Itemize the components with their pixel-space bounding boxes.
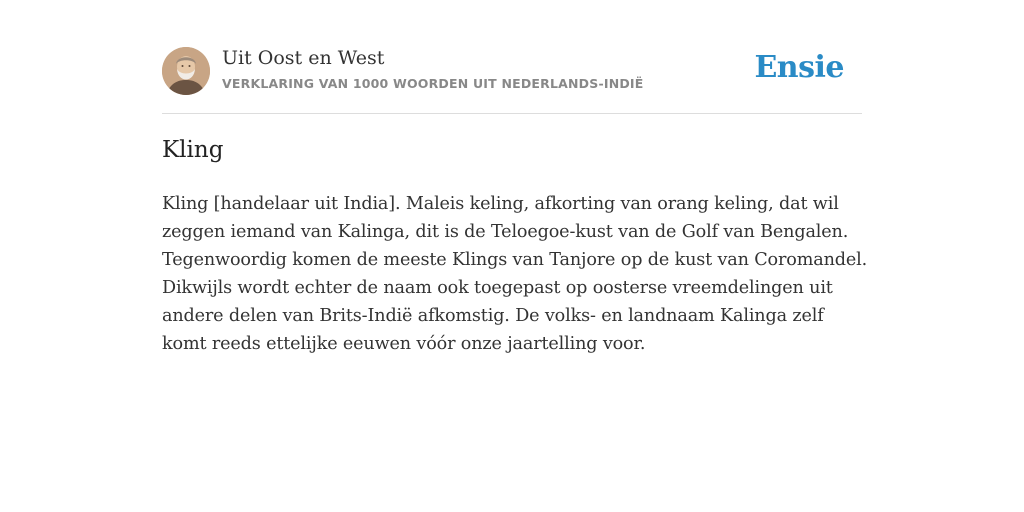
header-divider bbox=[162, 113, 862, 114]
entry-body: Kling [handelaar uit India]. Maleis keling, afkorting van orang keling, dat wil zeggen iemand van Kalinga, dit is de Teloegoe-kust van de Golf van Bengalen. Tegenwoordig komen de meeste Klings van Tanjore op de kust van Coromandel. Dikwijls wordt echter de naam ook toegepast op oosterse vreemdelingen uit andere delen van Brits-Indië afkomstig. De volks- en landnaam Kalinga zelf komt reeds ettelijke eeuwen vóór onze jaartelling voor. bbox=[162, 194, 868, 354]
source-subtitle: VERKLARING VAN 1000 WOORDEN UIT NEDERLANDS-INDIË bbox=[222, 76, 644, 91]
entry-title: Kling bbox=[162, 137, 224, 163]
author-portrait-icon bbox=[162, 47, 210, 95]
header bbox=[162, 46, 862, 96]
source-title: Uit Oost en West bbox=[222, 47, 385, 69]
brand-logo-link[interactable]: Ensie bbox=[754, 50, 844, 85]
